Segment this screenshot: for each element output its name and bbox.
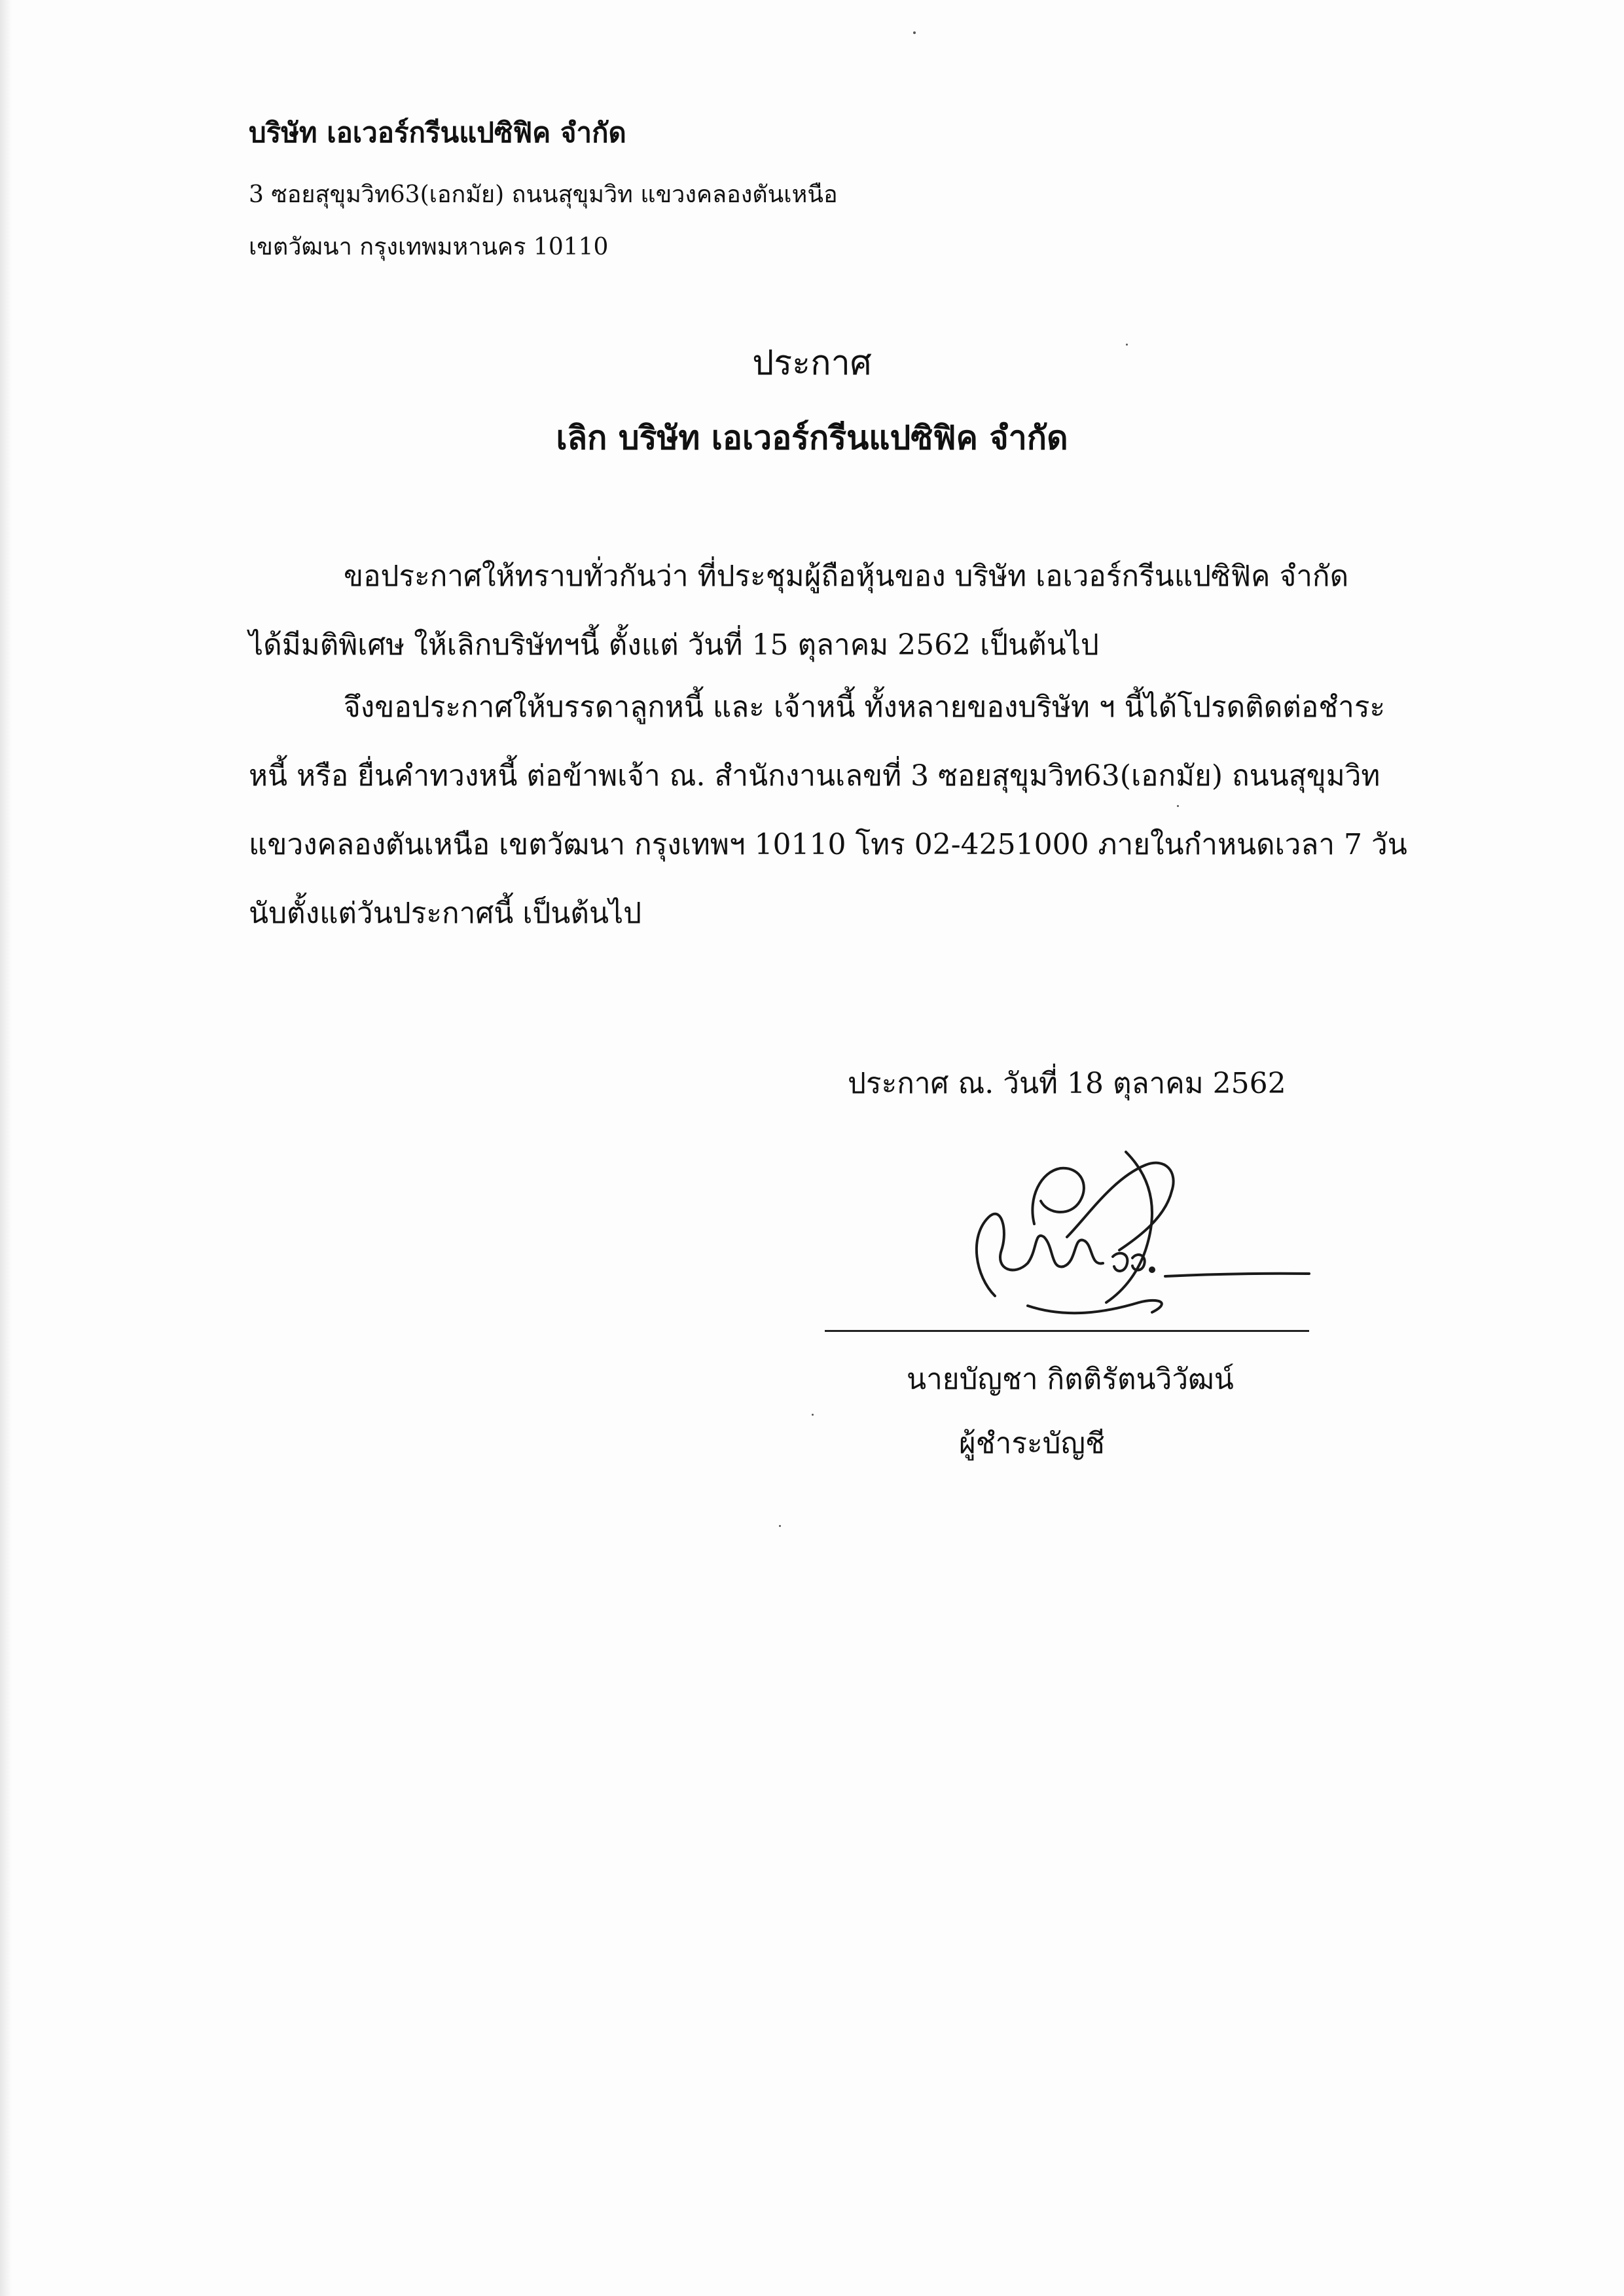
- announcement-date: ประกาศ ณ. วันที่ 18 ตุลาคม 2562: [848, 1067, 1286, 1100]
- scan-speck: [812, 1414, 814, 1416]
- body-paragraph-2-line-3: แขวงคลองตันเหนือ เขตวัฒนา กรุงเทพฯ 10110 โทร 02-4251000 ภายในกำหนดเวลา 7 วัน: [249, 828, 1407, 861]
- body-paragraph-2-line-2: หนี้ หรือ ยื่นคำทวงหนี้ ต่อข้าพเจ้า ณ. สำนักงานเลขที่ 3 ซอยสุขุมวิท63(เอกมัย) ถนนสุขุมวิท: [249, 759, 1380, 793]
- letterhead-address-line-1: 3 ซอยสุขุมวิท63(เอกมัย) ถนนสุขุมวิท แขวงคลองตันเหนือ: [249, 181, 838, 208]
- body-paragraph-2-line-4: นับตั้งแต่วันประกาศนี้ เป็นต้นไป: [249, 897, 642, 930]
- scan-speck: [1177, 805, 1179, 807]
- letterhead-company-name: บริษัท เอเวอร์กรีนแปซิฟิค จำกัด: [249, 117, 626, 149]
- body-paragraph-1-line-1: ขอประกาศให้ทราบทั่วกันว่า ที่ประชุมผู้ถือหุ้นของ บริษัท เอเวอร์กรีนแปซิฟิค จำกัด: [344, 560, 1349, 593]
- notice-title: ประกาศ: [752, 344, 872, 383]
- signer-role: ผู้ชำระบัญชี: [959, 1427, 1105, 1460]
- handwritten-signature: [956, 1139, 1322, 1335]
- scan-speck: [1126, 344, 1128, 346]
- body-paragraph-2-line-1: จึงขอประกาศให้บรรดาลูกหนี้ และ เจ้าหนี้ ทั้งหลายของบริษัท ฯ นี้ได้โปรดติดต่อชำระ: [344, 691, 1386, 724]
- signer-name: นายบัญชา กิตติรัตนวิวัฒน์: [907, 1363, 1234, 1396]
- letterhead-address-line-2: เขตวัฒนา กรุงเทพมหานคร 10110: [249, 234, 609, 260]
- body-paragraph-1-line-2: ได้มีมติพิเศษ ให้เลิกบริษัทฯนี้ ตั้งแต่ วันที่ 15 ตุลาคม 2562 เป็นต้นไป: [249, 628, 1099, 662]
- scan-speck: [779, 1525, 781, 1527]
- scan-speck: [913, 31, 916, 34]
- signature-line: [825, 1330, 1309, 1332]
- notice-subject: เลิก บริษัท เอเวอร์กรีนแปซิฟิค จำกัด: [556, 418, 1068, 457]
